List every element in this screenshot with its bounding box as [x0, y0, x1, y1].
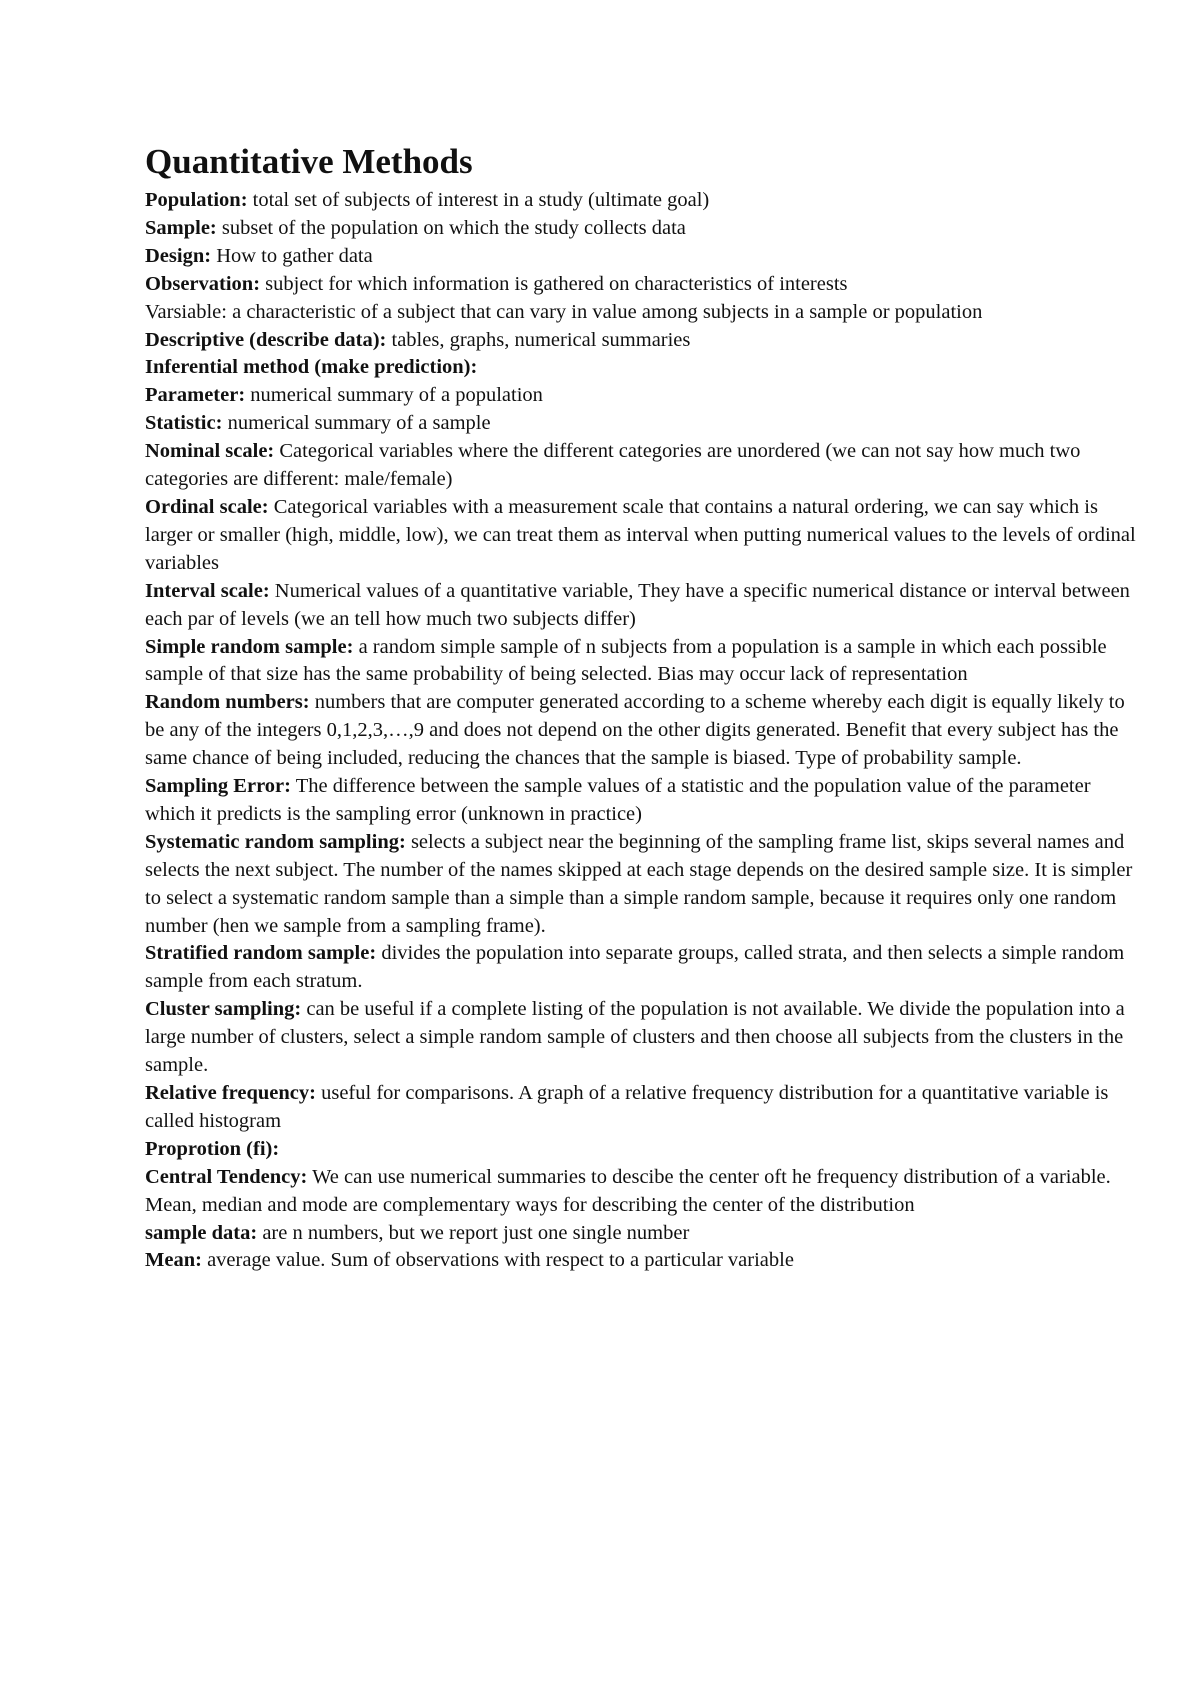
- term: Population:: [145, 189, 248, 211]
- definition-text: The difference between the sample values of a statistic and the population value of the parameter which it predicts is the sampling error (unknown in practice): [145, 775, 1091, 825]
- definition-text: Numerical values of a quantitative variable, They have a specific numerical distance or interval between each par of levels (we an tell how much two subjects differ): [145, 579, 1130, 630]
- term: Nominal scale:: [145, 440, 275, 463]
- definition-nominal-scale: [145, 438, 1145, 494]
- definition-text: subject for which information is gathered on characteristics of interests: [260, 272, 848, 295]
- definition-inferential: [145, 354, 1145, 382]
- term: Central Tendency:: [145, 1165, 308, 1188]
- definition-text: Varsiable: a characteristic of a subject that can vary in value among subjects in a sample or population: [145, 300, 983, 323]
- definition-sample-data: [145, 1220, 1145, 1248]
- definition-simple-random-sample: [145, 634, 1145, 690]
- definition-statistic: [145, 410, 1145, 438]
- definition-sample: [145, 215, 1145, 243]
- definition-text: average value. Sum of observations with respect to a particular variable: [201, 1249, 794, 1272]
- term: Parameter:: [145, 384, 246, 407]
- definition-text: total set of subjects of interest in a study (ultimate goal): [247, 189, 710, 211]
- term: Design:: [145, 244, 212, 267]
- term: Cluster sampling:: [145, 998, 302, 1021]
- definition-population: [145, 187, 1145, 215]
- definition-random-numbers: [145, 689, 1145, 773]
- definition-parameter: [145, 382, 1145, 410]
- definition-text: selects a subject near the beginning of the sampling frame list, skips several names and selects the next subject. The number of the names skipped at each stage depends on the desired sample size. It is simpler to select a systematic random sample than a simple than a simple random sample, because it requires only one random number (hen we sample from a sampling frame).: [145, 830, 1133, 937]
- definition-text: We can use numerical summaries to descibe the center oft he frequency distribution of a variable. Mean, median and mode are complementary ways for describing the center of the distribution: [145, 1165, 1111, 1216]
- definition-proportion: [145, 1136, 1145, 1164]
- document-title: Quantitative Methods: [145, 142, 473, 181]
- definition-text: subset of the population on which the study collects data: [216, 216, 686, 239]
- term: Systematic random sampling:: [145, 830, 406, 853]
- document-page: [145, 140, 1145, 1275]
- term: Ordinal scale:: [145, 495, 269, 518]
- definition-text: numbers that are computer generated according to a scheme whereby each digit is equally likely to be any of the integers 0,1,2,3,…,9 and does not depend on the other digits generated. Benefit that every subject has the same chance of being included, reducing the chances that the sample is biased. Type of probability sample.: [145, 691, 1125, 770]
- definition-text: useful for comparisons. A graph of a relative frequency distribution for a quantitative variable is called histogram: [145, 1082, 1109, 1132]
- term: Sampling Error:: [145, 775, 291, 798]
- term: Mean:: [145, 1249, 202, 1272]
- term: Stratified random sample:: [145, 942, 377, 965]
- definition-text: a random simple sample of n subjects from a population is a sample in which each possible sample of that size has the same probability of being selected. Bias may occur lack of representation: [145, 635, 1107, 686]
- definition-text: How to gather data: [211, 244, 373, 267]
- term: Proprotion (fi):: [145, 1137, 280, 1160]
- definition-central-tendency: [145, 1164, 1145, 1220]
- definition-text: Categorical variables with a measurement scale that contains a natural ordering, we can say which is larger or smaller (high, middle, low), we can treat them as interval when putting numerical values to the levels of ordinal variables: [145, 495, 1136, 574]
- term: Sample:: [145, 216, 217, 239]
- definition-text: divides the population into separate groups, called strata, and then selects a simple random sample from each stratum.: [145, 942, 1125, 993]
- definition-ordinal-scale: [145, 494, 1145, 578]
- term: Interval scale:: [145, 579, 270, 602]
- term: Descriptive (describe data):: [145, 328, 387, 351]
- definition-text: tables, graphs, numerical summaries: [386, 328, 691, 351]
- term: Statistic:: [145, 412, 223, 435]
- definition-variable: [145, 299, 1145, 327]
- term: sample data:: [145, 1221, 258, 1244]
- definition-text: numerical summary of a population: [245, 384, 543, 407]
- definition-relative-frequency: [145, 1080, 1145, 1136]
- term: Simple random sample:: [145, 635, 354, 658]
- term: Inferential method (make prediction):: [145, 356, 478, 379]
- definition-cluster-sampling: [145, 996, 1145, 1080]
- definition-text: can be useful if a complete listing of the population is not available. We divide the population into a large number of clusters, select a simple random sample of clusters and then choose all subjects from the clusters in the sample.: [145, 998, 1125, 1077]
- definition-observation: [145, 271, 1145, 299]
- definition-design: [145, 243, 1145, 271]
- definition-sampling-error: [145, 773, 1145, 829]
- definition-text: are n numbers, but we report just one single number: [257, 1221, 690, 1244]
- definition-interval-scale: [145, 578, 1145, 634]
- term: Relative frequency:: [145, 1082, 316, 1104]
- term: Random numbers:: [145, 691, 310, 714]
- definition-text: Categorical variables where the different categories are unordered (we can not say how much two categories are different: male/female): [145, 440, 1081, 491]
- definition-systematic-random-sampling: [145, 829, 1145, 941]
- definition-list: [145, 187, 1145, 1275]
- definition-mean: [145, 1247, 1145, 1275]
- definition-descriptive: [145, 327, 1145, 355]
- term: Observation:: [145, 272, 261, 295]
- definition-stratified-random-sample: [145, 940, 1145, 996]
- definition-text: numerical summary of a sample: [222, 412, 491, 435]
